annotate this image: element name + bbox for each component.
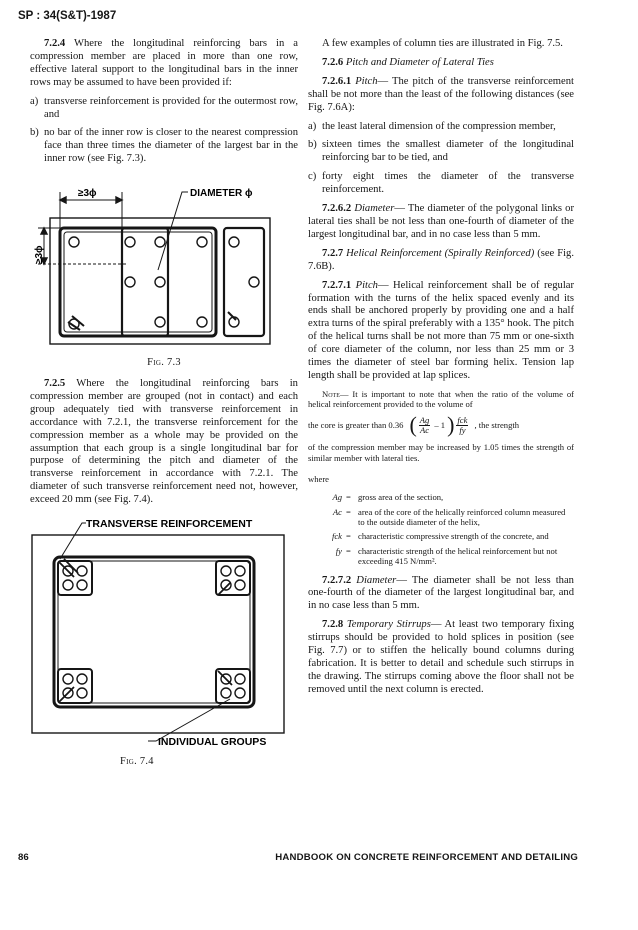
hook xyxy=(60,687,74,701)
bar xyxy=(155,277,165,287)
clause-number: 7.2.7.1 xyxy=(322,279,352,291)
bar xyxy=(125,237,135,247)
definition: characteristic compressive strength of the concrete, and xyxy=(358,531,549,542)
clause-title: Diameter xyxy=(356,574,397,586)
note xyxy=(308,389,574,410)
hook xyxy=(218,671,232,685)
note-continuation: of the compression member may be increased by 1.05 times the strength of similar member with lateral ties. xyxy=(308,442,574,463)
heading-title: Pitch and Diameter of Lateral Ties xyxy=(345,56,494,68)
page-header: SP : 34(S&T)-1987 xyxy=(18,10,117,22)
bar xyxy=(221,566,231,576)
fraction-fck-fy xyxy=(456,416,468,435)
transverse-label: TRANSVERSE REINFORCEMENT xyxy=(86,518,253,531)
outer-tie-inner xyxy=(64,232,212,332)
heading-title: Helical Reinforcement (Spirally Reinforced) xyxy=(346,247,535,259)
leader-line xyxy=(148,699,230,741)
definition-list xyxy=(308,492,574,566)
bar xyxy=(155,237,165,247)
definition: gross area of the section, xyxy=(358,492,444,503)
clause-7-2-7-1 xyxy=(308,280,574,383)
clause-text: — The diameter of the polygonal links or lateral ties shall be not less than one-fourth of diameter of the largest longitudinal bar, and in no case less than 5 mm. xyxy=(308,203,574,240)
handbook-title: HANDBOOK ON CONCRETE REINFORCEMENT AND DETAILING xyxy=(275,852,578,863)
bar xyxy=(197,317,207,327)
list-item xyxy=(308,171,574,197)
bar xyxy=(69,237,79,247)
item-label: b) xyxy=(308,139,317,151)
note-label: Note xyxy=(322,388,340,399)
paren-close: ) xyxy=(447,412,455,438)
item-label: b) xyxy=(30,127,39,139)
dimension-label-left: ≥3ϕ xyxy=(34,245,45,265)
clause-7-2-6-1 xyxy=(308,76,574,115)
intro-paragraph: A few examples of column ties are illustrated in Fig. 7.5. xyxy=(322,38,563,49)
leader-line xyxy=(158,192,188,270)
figure-7-3-drawing xyxy=(30,172,298,348)
clause-title: Pitch xyxy=(355,279,378,291)
groups-label: INDIVIDUAL GROUPS xyxy=(158,736,267,749)
note-text: — It is important to note that when the ratio of the volume of helical reinforcement provided to the volume of xyxy=(308,388,574,410)
fraction-numerator: Ag xyxy=(419,414,430,425)
bar xyxy=(235,674,245,684)
definition-row xyxy=(308,531,574,541)
bar xyxy=(221,580,231,590)
symbol: fck xyxy=(331,531,342,542)
item-text: the least lateral dimension of the compression member, xyxy=(322,120,556,132)
formula-post: , the strength xyxy=(474,419,520,430)
bar xyxy=(77,566,87,576)
heading-7-2-6 xyxy=(308,57,574,70)
definition: characteristic strength of the helical reinforcement but not exceeding 415 N/mm². xyxy=(358,545,558,567)
clause-text: Where the longitudinal reinforcing bars in a compression member are placed in more than one row, effective lateral support to the longitudinal bars in the inner rows may be assumed to have been provided if: xyxy=(30,38,298,88)
group-tie xyxy=(216,561,250,595)
paren-open: ( xyxy=(409,412,417,438)
symbol: Ag xyxy=(332,492,342,503)
list-item xyxy=(308,121,574,134)
figure-7-3 xyxy=(30,172,298,353)
bar xyxy=(249,277,259,287)
right-column xyxy=(308,38,574,703)
clause-number: 7.2.7 xyxy=(322,247,344,259)
bar xyxy=(197,237,207,247)
outer-tie xyxy=(60,228,216,336)
bar xyxy=(77,674,87,684)
definition-row xyxy=(308,492,574,502)
note-formula xyxy=(308,414,574,436)
clause-text: Where the longitudinal reinforcing bars in compression member are grouped (not in contact) and each group adequately tied with transverse reinforcement in accordance with 7.2.1, the transverse reinforcement for the compression member as a whole may be provided on the assumption that each group is a single longitudinal bar for purpose of determining the pitch and diameter of the transverse reinforcement in accordance with 7.2.1. The diameter of such transverse reinforcement need not, however, exceed 20 mm (see Fig. 7.4). xyxy=(30,377,298,506)
list-item xyxy=(30,96,298,122)
item-text: transverse reinforcement is provided for the outermost row, and xyxy=(44,95,298,120)
clause-number: 7.2.6 xyxy=(322,56,344,68)
clause-number: 7.2.6.1 xyxy=(322,75,352,87)
clause-number: 7.2.8 xyxy=(322,619,344,631)
item-label: a) xyxy=(308,120,317,132)
clause-text: — Helical reinforcement shall be of regular formation with the turns of the helix spaced evenly and its ends shall be anchored properly by providing one and a half extra turns of the spiral preferably with a 135° hook. The pitch of the helical turns shall be not more than 75 mm or one-sixth of core diameter of the column, nor less than 25 mm or 3 times the diameter of steel bar forming helix. Tension lap length shall be provided at lap splices. xyxy=(308,279,575,381)
bar xyxy=(125,277,135,287)
bar xyxy=(221,688,231,698)
formula-pre: the core is greater than 0.36 xyxy=(308,419,404,430)
equals: = xyxy=(346,506,351,517)
bar xyxy=(155,317,165,327)
transverse-tie xyxy=(54,557,254,707)
item-label: c) xyxy=(308,171,317,183)
clause-number: 7.2.6.2 xyxy=(322,203,352,215)
clause-7-2-7-2 xyxy=(308,575,574,614)
fraction-denominator: fy xyxy=(459,424,466,435)
clause-7-2-5 xyxy=(30,378,298,507)
diameter-label: DIAMETER ϕ xyxy=(190,188,253,200)
heading-tail: (see Fig. 7.6B). xyxy=(308,247,574,272)
item-label: a) xyxy=(30,95,39,107)
clause-7-2-8 xyxy=(308,619,574,696)
bar xyxy=(63,674,73,684)
bar xyxy=(63,580,73,590)
page-number: 86 xyxy=(18,852,29,863)
equals: = xyxy=(346,531,351,542)
bar xyxy=(235,566,245,576)
bar xyxy=(77,688,87,698)
list-item xyxy=(308,139,574,165)
symbol: Ac xyxy=(332,506,342,517)
clause-text: — At least two temporary fixing stirrups should be provided to hold splices in position (see Fig. 7.7) or to stiffen the helically bound columns during fabrication. It is better to detail and schedule such stirrups in the drawing. The stirrups coming above the floor shall not be removed until the next column is erected. xyxy=(308,619,574,695)
figure-7-4-caption: Fig. 7.4 xyxy=(120,755,154,767)
equals: = xyxy=(346,492,351,503)
figure-7-3-caption: Fig. 7.3 xyxy=(147,357,181,369)
clause-7-2-4 xyxy=(30,38,298,90)
heading-7-2-7 xyxy=(308,248,574,274)
clause-title: Pitch xyxy=(355,75,378,87)
formula-minus: – 1 xyxy=(434,419,446,430)
item-text: forty eight times the diameter of the transverse reinforcement. xyxy=(322,171,574,196)
leader-line xyxy=(60,523,86,559)
clause-text: — The diameter shall be not less than one-fourth of the diameter of the largest longitudinal bar, and in no case less than 5 mm. xyxy=(308,574,574,612)
equals: = xyxy=(346,545,351,556)
item-text: no bar of the inner row is closer to the nearest compression face than three times the diameter of the largest bar in the inner row (see Fig. 7.3). xyxy=(44,127,298,165)
clause-7-2-6-2 xyxy=(308,203,574,242)
bar xyxy=(235,688,245,698)
clause-title: Diameter xyxy=(354,203,395,215)
figure-7-4 xyxy=(30,513,298,758)
bar xyxy=(229,237,239,247)
bar xyxy=(235,580,245,590)
clause-text: — The pitch of the transverse reinforcement shall be not more than the least of the following distances (see Fig. 7.6A): xyxy=(308,75,574,113)
clause-number: 7.2.5 xyxy=(44,377,66,389)
fraction-denominator: Ac xyxy=(420,424,430,435)
inner-tie xyxy=(122,228,168,336)
item-text: sixteen times the smallest diameter of the longitudinal reinforcing bar to be tied, and xyxy=(322,139,574,164)
definition-row xyxy=(308,507,574,528)
definition-row xyxy=(308,546,574,567)
fraction-ag-ac xyxy=(419,416,431,435)
clause-number: 7.2.7.2 xyxy=(322,574,352,586)
bar xyxy=(77,580,87,590)
list-item xyxy=(30,127,298,166)
left-column xyxy=(30,38,298,777)
hook xyxy=(228,312,236,320)
fraction-numerator: fck xyxy=(457,414,468,425)
clause-title: Temporary Stirrups xyxy=(346,619,431,631)
dimension-label-top: ≥3ϕ xyxy=(78,188,97,200)
figure-7-4-drawing xyxy=(30,513,298,753)
symbol: fy xyxy=(335,545,342,556)
definition: area of the core of the helically reinforced column measured to the outside diameter of the helix, xyxy=(358,506,566,527)
where-label: where xyxy=(308,474,329,485)
clause-number: 7.2.4 xyxy=(44,38,66,49)
